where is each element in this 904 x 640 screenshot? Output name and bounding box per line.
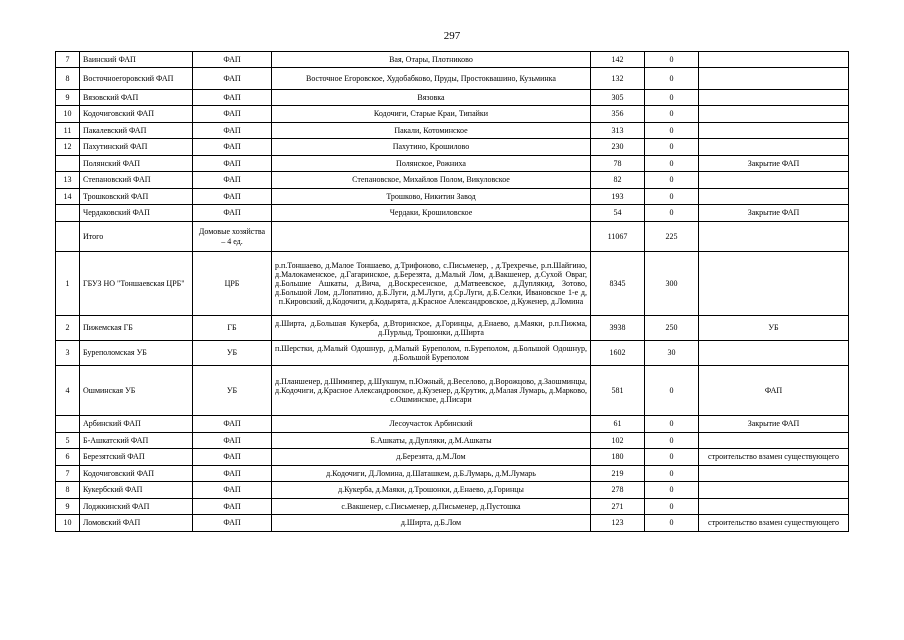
beds-count: 0: [645, 52, 699, 68]
beds-count: 0: [645, 433, 699, 449]
facility-name: Вязовский ФАП: [80, 90, 193, 106]
served-settlements: д.Кодочиги, Д.Ломина, д.Шаташкем, д.Б.Лумарь, д.М.Лумарь: [272, 466, 591, 482]
population-count: 271: [591, 499, 645, 515]
facility-type: ФАП: [193, 433, 272, 449]
population-count: 581: [591, 366, 645, 416]
table-row: [56, 466, 849, 482]
facility-name: Чердаковский ФАП: [80, 205, 193, 222]
table-row: [56, 482, 849, 499]
served-settlements: п.Шерстки, д.Малый Одошнур, д.Малый Буреполом, п.Буреполом, д.Большой Одошнур, д.Большой Буреполом: [272, 341, 591, 366]
facility-type: ФАП: [193, 416, 272, 433]
population-count: 193: [591, 189, 645, 205]
served-settlements: д.Березята, д.М.Лом: [272, 449, 591, 466]
row-number: 13: [56, 172, 80, 189]
facility-name: Ошминская УБ: [80, 366, 193, 416]
planned-action: ФАП: [699, 366, 849, 416]
beds-count: 0: [645, 68, 699, 90]
served-settlements: Степановское, Михайлов Полом, Викуловское: [272, 172, 591, 189]
served-settlements: д.Ширта, д.Большая Кукерба, д.Вторинское, д.Горинцы, д.Енаево, д.Маяки, р.п.Пижма, д.Пурлыд, Трошонки, д.Ширта: [272, 316, 591, 341]
row-number: 11: [56, 123, 80, 139]
planned-action: строительство взамен существующего: [699, 515, 849, 532]
population-count: 82: [591, 172, 645, 189]
table-row: [56, 123, 849, 139]
row-number: [56, 416, 80, 433]
beds-count: 30: [645, 341, 699, 366]
facility-type: ФАП: [193, 68, 272, 90]
row-number: 1: [56, 252, 80, 316]
table-row: [56, 499, 849, 515]
beds-count: 0: [645, 156, 699, 172]
facility-name: Кукербский ФАП: [80, 482, 193, 499]
planned-action: [699, 189, 849, 205]
planned-action: [699, 222, 849, 252]
facility-type: ФАП: [193, 515, 272, 532]
facility-type: УБ: [193, 341, 272, 366]
facility-name: Пакалевский ФАП: [80, 123, 193, 139]
row-number: [56, 205, 80, 222]
beds-count: 0: [645, 466, 699, 482]
table-row: [56, 341, 849, 366]
row-number: 12: [56, 139, 80, 156]
table-row: [56, 366, 849, 416]
beds-count: 0: [645, 172, 699, 189]
planned-action: [699, 252, 849, 316]
facility-name: Кодочиговский ФАП: [80, 466, 193, 482]
table-row: [56, 205, 849, 222]
facility-type: ФАП: [193, 123, 272, 139]
row-number: 3: [56, 341, 80, 366]
table-row: [56, 68, 849, 90]
facility-name: Ваинский ФАП: [80, 52, 193, 68]
facility-type: Домовые хозяйства – 4 ед.: [193, 222, 272, 252]
planned-action: [699, 123, 849, 139]
table-row: [56, 316, 849, 341]
facility-type: ФАП: [193, 52, 272, 68]
facility-name: Лоджкинский ФАП: [80, 499, 193, 515]
facility-type: ЦРБ: [193, 252, 272, 316]
row-number: 5: [56, 433, 80, 449]
facility-name: Пахутинский ФАП: [80, 139, 193, 156]
row-number: 9: [56, 499, 80, 515]
row-number: 8: [56, 482, 80, 499]
facility-type: ФАП: [193, 482, 272, 499]
table-row: [56, 90, 849, 106]
row-number: 9: [56, 90, 80, 106]
table-row: [56, 172, 849, 189]
population-count: 356: [591, 106, 645, 123]
beds-count: 0: [645, 90, 699, 106]
planned-action: УБ: [699, 316, 849, 341]
planned-action: [699, 466, 849, 482]
beds-count: 225: [645, 222, 699, 252]
served-settlements: Трошково, Никитин Завод: [272, 189, 591, 205]
served-settlements: [272, 222, 591, 252]
page-number: 297: [443, 30, 461, 42]
facilities-table: [55, 51, 849, 532]
facility-name: Восточноегоровский ФАП: [80, 68, 193, 90]
facility-name: Березятский ФАП: [80, 449, 193, 466]
beds-count: 0: [645, 416, 699, 433]
population-count: 132: [591, 68, 645, 90]
planned-action: [699, 52, 849, 68]
beds-count: 300: [645, 252, 699, 316]
population-count: 230: [591, 139, 645, 156]
beds-count: 0: [645, 139, 699, 156]
population-count: 278: [591, 482, 645, 499]
facility-name: Степановский ФАП: [80, 172, 193, 189]
table-row: [56, 449, 849, 466]
table-row: [56, 416, 849, 433]
population-count: 142: [591, 52, 645, 68]
population-count: 313: [591, 123, 645, 139]
served-settlements: Пакали, Котоминское: [272, 123, 591, 139]
planned-action: [699, 499, 849, 515]
beds-count: 0: [645, 482, 699, 499]
beds-count: 0: [645, 189, 699, 205]
population-count: 8345: [591, 252, 645, 316]
planned-action: [699, 68, 849, 90]
population-count: 3938: [591, 316, 645, 341]
facility-name: Трошковский ФАП: [80, 189, 193, 205]
population-count: 219: [591, 466, 645, 482]
table-row: [56, 106, 849, 123]
row-number: 10: [56, 106, 80, 123]
served-settlements: Кодочиги, Старые Краи, Типайки: [272, 106, 591, 123]
row-number: [56, 156, 80, 172]
planned-action: [699, 139, 849, 156]
facility-name: Кодочиговский ФАП: [80, 106, 193, 123]
facility-name: Итого: [80, 222, 193, 252]
served-settlements: Полянское, Рожниха: [272, 156, 591, 172]
row-number: 10: [56, 515, 80, 532]
facility-type: ФАП: [193, 139, 272, 156]
facility-type: ФАП: [193, 499, 272, 515]
beds-count: 250: [645, 316, 699, 341]
table-row: [56, 156, 849, 172]
planned-action: [699, 90, 849, 106]
served-settlements: Чердаки, Крошиловское: [272, 205, 591, 222]
served-settlements: Восточное Егоровское, Худобабково, Пруды, Простоквашино, Кузьминка: [272, 68, 591, 90]
population-count: 180: [591, 449, 645, 466]
served-settlements: с.Вакшенер, с.Письменер, д.Письменер, д.Пустошка: [272, 499, 591, 515]
row-number: 7: [56, 52, 80, 68]
planned-action: [699, 172, 849, 189]
served-settlements: д.Планшенер, д.Шимипер, д.Шукшум, п.Южный, д.Веселово, д.Ворожцово, д.Заошминцы, д.Кодочиги, д.Красное Александровское, д.Кузенер, д.Крутик, д.Малая Лумарь, д.Марково, с.Ошминское, д.Писари: [272, 366, 591, 416]
table-row: [56, 139, 849, 156]
planned-action: Закрытие ФАП: [699, 156, 849, 172]
row-number: 7: [56, 466, 80, 482]
beds-count: 0: [645, 499, 699, 515]
population-count: 123: [591, 515, 645, 532]
served-settlements: д.Ширта, д.Б.Лом: [272, 515, 591, 532]
table-row: [56, 515, 849, 532]
facility-name: ГБУЗ НО "Тоншаевская ЦРБ": [80, 252, 193, 316]
planned-action: Закрытие ФАП: [699, 205, 849, 222]
table-row: [56, 189, 849, 205]
row-number: 6: [56, 449, 80, 466]
population-count: 102: [591, 433, 645, 449]
planned-action: [699, 106, 849, 123]
table-row: [56, 252, 849, 316]
population-count: 1602: [591, 341, 645, 366]
table-row: [56, 433, 849, 449]
beds-count: 0: [645, 123, 699, 139]
served-settlements: Б.Ашкаты, д.Дупляки, д.М.Ашкаты: [272, 433, 591, 449]
served-settlements: Лесоучасток Арбинский: [272, 416, 591, 433]
planned-action: Закрытие ФАП: [699, 416, 849, 433]
served-settlements: Пахутино, Крошилово: [272, 139, 591, 156]
row-number: 2: [56, 316, 80, 341]
facility-name: Полянский ФАП: [80, 156, 193, 172]
facility-type: ФАП: [193, 172, 272, 189]
beds-count: 0: [645, 449, 699, 466]
facility-type: ГБ: [193, 316, 272, 341]
population-count: 54: [591, 205, 645, 222]
served-settlements: Вая, Отары, Плотниково: [272, 52, 591, 68]
facility-name: Буреполомская УБ: [80, 341, 193, 366]
population-count: 11067: [591, 222, 645, 252]
table-row: [56, 222, 849, 252]
facility-name: Ломовский ФАП: [80, 515, 193, 532]
population-count: 61: [591, 416, 645, 433]
beds-count: 0: [645, 515, 699, 532]
row-number: [56, 222, 80, 252]
facility-type: ФАП: [193, 156, 272, 172]
table-row: [56, 52, 849, 68]
served-settlements: д.Кукерба, д.Маяки, д.Трошонки, д.Енаево, д.Горинцы: [272, 482, 591, 499]
facility-type: ФАП: [193, 189, 272, 205]
served-settlements: р.п.Тоншаево, д.Малое Тоншаево, д.Трифоново, с.Письменер, , д.Трехречье, р.п.Шайгино, д.Малокаменское, д.Гагаринское, д.Березята, д.Малый Лом, д.Вакшенер, д.Сухой Овраг, д.Большие Ашкаты, д.Вича, д.Воскресенское, д.Матвеевское, д.Дуплякид, Зотово, д.Большой Лом, д.Лопатино, д.Б.Луги, д.М.Луги, д.Ср.Луги, д.Б.Селки, Ивановское 1-е д, п.Кировский, д.Кодочиги, д.Кодырята, д.Красное Александровское, д.Куженер, д.Ломина: [272, 252, 591, 316]
population-count: 305: [591, 90, 645, 106]
row-number: 14: [56, 189, 80, 205]
row-number: 4: [56, 366, 80, 416]
beds-count: 0: [645, 205, 699, 222]
facility-type: ФАП: [193, 90, 272, 106]
facility-name: Арбинский ФАП: [80, 416, 193, 433]
planned-action: [699, 433, 849, 449]
served-settlements: Вязовка: [272, 90, 591, 106]
facility-type: ФАП: [193, 449, 272, 466]
row-number: 8: [56, 68, 80, 90]
facility-name: Б-Ашкатский ФАП: [80, 433, 193, 449]
facility-type: ФАП: [193, 106, 272, 123]
facility-type: УБ: [193, 366, 272, 416]
beds-count: 0: [645, 366, 699, 416]
population-count: 78: [591, 156, 645, 172]
facility-type: ФАП: [193, 466, 272, 482]
facility-name: Пижемская ГБ: [80, 316, 193, 341]
planned-action: [699, 482, 849, 499]
planned-action: [699, 341, 849, 366]
facility-type: ФАП: [193, 205, 272, 222]
planned-action: строительство взамен существующего: [699, 449, 849, 466]
beds-count: 0: [645, 106, 699, 123]
